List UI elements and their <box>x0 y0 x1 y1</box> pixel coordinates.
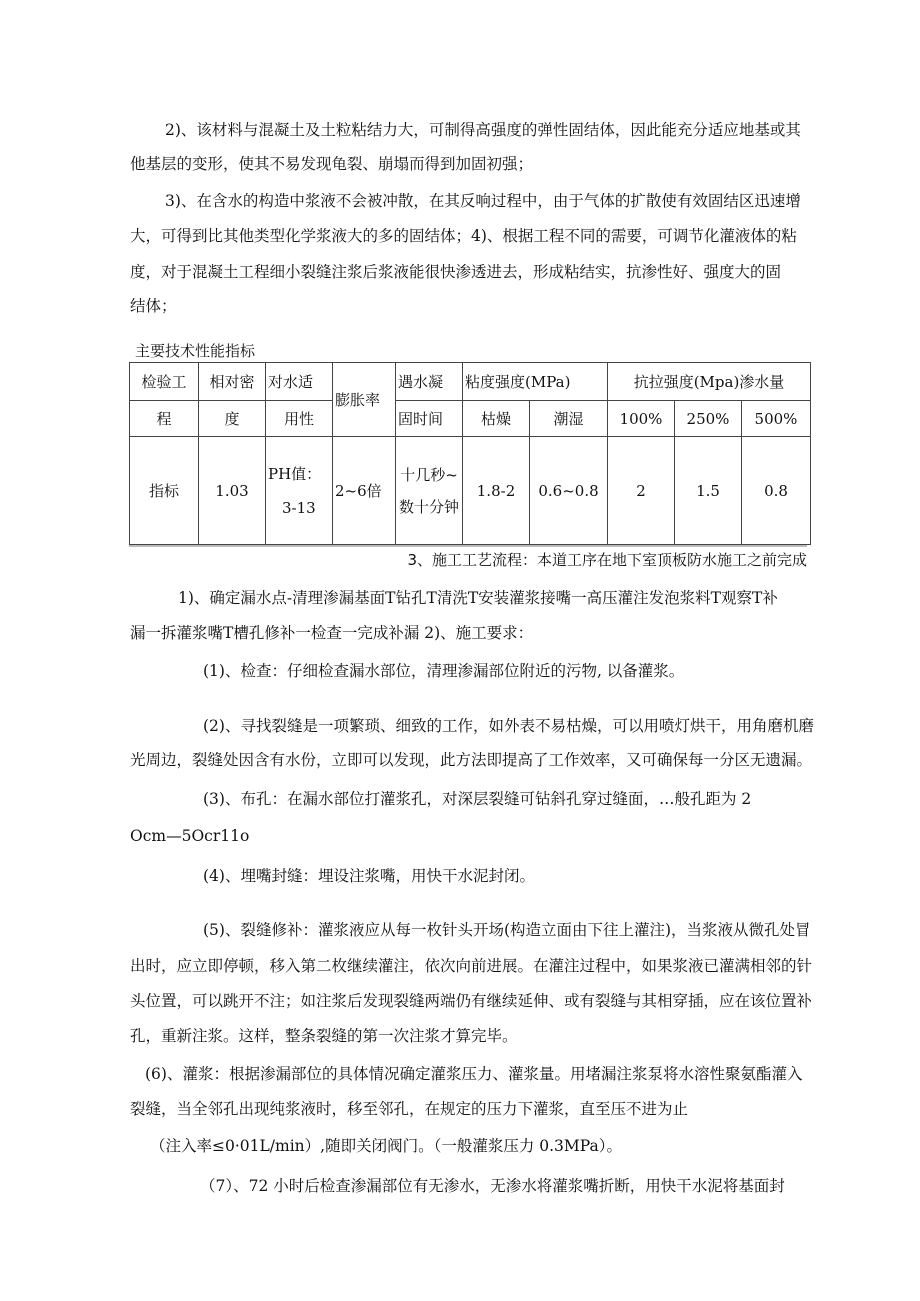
paragraph-line: (1)、检查：仔细检查漏水部位，清理渗漏部位附近的污物, 以备灌浆。 <box>203 662 685 680</box>
data-cell <box>266 437 333 545</box>
set-time-line: 十几秒~ <box>400 465 458 484</box>
paragraph-line: 孔，重新注浆。这样，整条裂缝的第一次注浆才算完毕。 <box>130 1027 518 1045</box>
header-cell: 粘度强度(MPa) <box>463 363 608 401</box>
table-caption: 主要技术性能指标 <box>135 342 256 360</box>
paragraph-line: 度，对于混凝土工程细小裂缝注浆后浆液能很快渗透进去，形成粘结实，抗渗性好、强度大的固 <box>130 263 782 281</box>
data-cell: 0.8 <box>742 437 811 545</box>
header-cell: 100% <box>608 401 675 437</box>
data-cell: 1.03 <box>199 437 266 545</box>
paragraph-line: 出时，应立即停顿，移入第二枚继续灌注，依次向前进展。在灌注过程中，如果浆液已灌满相邻的针 <box>130 957 813 975</box>
section-heading: 3、施工工艺流程：本道工序在地下室顶板防水施工之前完成 <box>407 551 807 569</box>
header-cell: 检验工 <box>130 363 199 401</box>
header-cell: 500% <box>742 401 811 437</box>
header-cell: 枯燥 <box>463 401 530 437</box>
paragraph-line: 大，可得到比其他类型化学浆液大的多的固结体；4)、根据工程不同的需要，可调节化灌液体的粘 <box>130 227 797 245</box>
header-cell: 潮湿 <box>530 401 608 437</box>
tech-spec-table <box>129 362 811 545</box>
header-cell: 250% <box>675 401 742 437</box>
paragraph-line: 裂缝，当全邻孔出现纯浆液时，移至邻孔，在规定的压力下灌浆，直至压不进为止 <box>130 1100 689 1118</box>
paragraph-line: (4)、埋嘴封缝：埋设注浆嘴，用快干水泥封闭。 <box>203 867 535 885</box>
paragraph-line: （注入率≤0·01L/min）,随即关闭阀门。（一般灌浆压力 0.3MPa）。 <box>150 1137 623 1155</box>
data-cell: 2~6倍 <box>333 437 396 545</box>
data-cell: 1.8-2 <box>463 437 530 545</box>
header-cell: 膨胀率 <box>333 363 396 437</box>
ph-range: 3-13 <box>282 498 316 517</box>
header-cell: 遇水凝 <box>396 363 463 401</box>
data-cell: 0.6~0.8 <box>530 437 608 545</box>
header-cell: 相对密 <box>199 363 266 401</box>
paragraph-line: Ocm—5Ocr11o <box>130 827 250 845</box>
header-cell: 抗拉强度(Mpa)渗水量 <box>608 363 811 401</box>
paragraph-line: （7）、72 小时后检查渗漏部位有无渗水，无渗水将灌浆嘴折断，用快干水泥将基面封 <box>200 1177 785 1195</box>
table-bottom-rule <box>129 545 807 547</box>
paragraph-line: (3)、布孔：在漏水部位打灌浆孔，对深层裂缝可钻斜孔穿过缝面，…般孔距为 2 <box>203 790 752 808</box>
header-cell: 度 <box>199 401 266 437</box>
paragraph-line: 1)、确定漏水点-清理渗漏基面T钻孔T清洗T安装灌浆接嘴一高压灌注发泡浆料T观察T补 <box>178 589 778 607</box>
ph-label: PH值： <box>268 464 322 483</box>
data-cell: 1.5 <box>675 437 742 545</box>
header-cell: 程 <box>130 401 199 437</box>
header-cell: 用性 <box>266 401 333 437</box>
paragraph-line: (5)、裂缝修补：灌浆液应从每一枚针头开场(构造立面由下往上灌注)，当浆液从微孔处冒 <box>203 921 811 939</box>
paragraph-line: 2)、该材料与混凝土及土粒粘结力大，可制得高强度的弹性固结体，因此能充分适应地基或其 <box>165 121 801 139</box>
data-cell <box>396 437 463 545</box>
paragraph-line: (6)、灌浆：根据渗漏部位的具体情况确定灌浆压力、灌浆量。用堵漏注浆泵将水溶性聚氨酯灌入 <box>145 1065 803 1083</box>
paragraph-line: (2)、寻找裂缝是一项繁琐、细致的工作，如外表不易枯燥，可以用喷灯烘干，用角磨机磨 <box>203 717 814 735</box>
header-cell: 固时间 <box>396 401 463 437</box>
data-cell: 指标 <box>130 437 199 545</box>
paragraph-line: 结体； <box>130 297 177 315</box>
paragraph-line: 光周边，裂缝处因含有水份，立即可以发现，此方法即提高了工作效率，又可确保每一分区无遗漏。 <box>130 751 813 769</box>
paragraph-line: 3)、在含水的构造中浆液不会被冲散，在其反响过程中，由于气体的扩散使有效固结区迅速增 <box>165 192 801 210</box>
paragraph-line: 头位置，可以跳开不注；如注浆后发现裂缝两端仍有继续延伸、或有裂缝与其相穿插，应在该位置补 <box>130 992 813 1010</box>
paragraph-line: 漏一拆灌浆嘴T槽孔修补一检查一完成补漏 2)、施工要求： <box>130 624 534 642</box>
header-cell: 对水适 <box>266 363 333 401</box>
paragraph-line: 他基层的变形，使其不易发现龟裂、崩塌而得到加固初强； <box>130 155 534 173</box>
data-cell: 2 <box>608 437 675 545</box>
set-time-line: 数十分钟 <box>398 497 459 516</box>
